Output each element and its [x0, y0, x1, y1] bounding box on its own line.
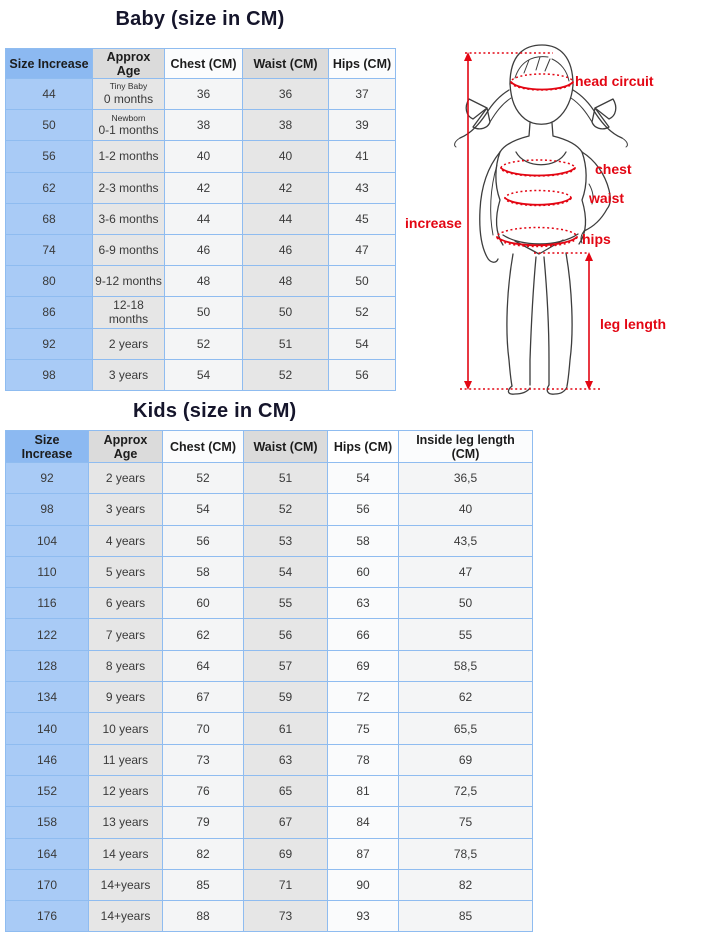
table-cell: 69: [399, 744, 533, 775]
table-cell: 39: [329, 110, 396, 141]
table-cell: 43: [329, 172, 396, 203]
baby-table-title: Baby (size in CM): [115, 8, 285, 30]
table-cell: 44: [165, 203, 243, 234]
table-row: [6, 79, 396, 110]
column-header: Inside leg length (CM): [399, 431, 533, 463]
table-cell: 82: [399, 869, 533, 900]
table-cell: 55: [244, 588, 328, 619]
chest-label: chest: [595, 161, 632, 177]
table-cell: 93: [328, 901, 399, 932]
column-header: Size Increase: [6, 49, 93, 79]
table-cell: 36: [165, 79, 243, 110]
table-cell: 62: [163, 619, 244, 650]
table-cell: 2 years: [89, 463, 163, 494]
table-cell: 12 years: [89, 775, 163, 806]
table-cell: 14+years: [89, 901, 163, 932]
table-cell: 52: [244, 494, 328, 525]
table-cell: 65: [244, 775, 328, 806]
table-cell: 85: [399, 901, 533, 932]
table-cell: 72,5: [399, 775, 533, 806]
table-cell: 68: [6, 203, 93, 234]
column-header: Waist (CM): [244, 431, 328, 463]
table-cell: 79: [163, 807, 244, 838]
table-cell: 56: [244, 619, 328, 650]
table-cell: 41: [329, 141, 396, 172]
table-cell: 59: [244, 682, 328, 713]
table-row: [6, 838, 533, 869]
table-cell: 2-3 months: [93, 172, 165, 203]
table-row: [6, 494, 533, 525]
table-row: [6, 463, 533, 494]
table-cell: 13 years: [89, 807, 163, 838]
child-measurement-illustration: [403, 38, 715, 402]
table-cell: 164: [6, 838, 89, 869]
table-cell: 128: [6, 650, 89, 681]
table-cell: 78: [328, 744, 399, 775]
column-header: Chest (CM): [163, 431, 244, 463]
table-cell: 48: [243, 266, 329, 297]
table-row: [6, 682, 533, 713]
table-row: [6, 650, 533, 681]
table-cell: 50: [6, 110, 93, 141]
table-cell: 56: [329, 359, 396, 390]
measurement-marks: [460, 52, 600, 390]
leg-length-arrow: [585, 252, 593, 390]
baby-table-head: [6, 49, 396, 79]
table-cell: 54: [328, 463, 399, 494]
column-header: Waist (CM): [243, 49, 329, 79]
table-row: [6, 807, 533, 838]
table-cell: 62: [399, 682, 533, 713]
table-cell: 122: [6, 619, 89, 650]
table-cell: 56: [6, 141, 93, 172]
table-cell: 158: [6, 807, 89, 838]
table-row: [6, 234, 396, 265]
kids-table-title: Kids (size in CM): [133, 400, 297, 422]
table-row: [6, 110, 396, 141]
table-cell: 50: [165, 297, 243, 328]
leg-length-label: leg length: [600, 316, 667, 332]
table-cell: 12-18 months: [93, 297, 165, 328]
table-row: [6, 297, 396, 328]
table-cell: 81: [328, 775, 399, 806]
table-cell: 57: [244, 650, 328, 681]
table-cell: 50: [399, 588, 533, 619]
table-cell: 82: [163, 838, 244, 869]
table-cell: 50: [329, 266, 396, 297]
column-header: Size Increase: [6, 431, 89, 463]
table-row: [6, 525, 533, 556]
table-cell: 66: [328, 619, 399, 650]
table-cell: 84: [328, 807, 399, 838]
table-cell: 87: [328, 838, 399, 869]
child-figure-svg: [403, 38, 715, 402]
table-cell: 6 years: [89, 588, 163, 619]
table-cell: 85: [163, 869, 244, 900]
table-cell: 48: [165, 266, 243, 297]
baby-size-table: [5, 48, 396, 391]
table-cell: 76: [163, 775, 244, 806]
table-cell: 54: [163, 494, 244, 525]
table-cell: 65,5: [399, 713, 533, 744]
table-cell: 58: [328, 525, 399, 556]
table-cell: 86: [6, 297, 93, 328]
table-cell: 50: [243, 297, 329, 328]
table-cell: 2 years: [93, 328, 165, 359]
table-cell: 64: [163, 650, 244, 681]
table-row: [6, 556, 533, 587]
table-cell: 74: [6, 234, 93, 265]
table-cell: 116: [6, 588, 89, 619]
girl-outline: [455, 45, 628, 394]
table-cell: 60: [328, 556, 399, 587]
table-cell: 52: [165, 328, 243, 359]
table-cell: 38: [243, 110, 329, 141]
table-cell: 3-6 months: [93, 203, 165, 234]
table-cell: 78,5: [399, 838, 533, 869]
table-cell: 56: [163, 525, 244, 556]
table-cell: 37: [329, 79, 396, 110]
column-header: Chest (CM): [165, 49, 243, 79]
table-cell: 60: [163, 588, 244, 619]
table-cell: 47: [399, 556, 533, 587]
increase-arrow: [464, 52, 472, 390]
table-cell: 14+years: [89, 869, 163, 900]
table-cell: 45: [329, 203, 396, 234]
baby-table-body: [6, 79, 396, 391]
table-row: [6, 588, 533, 619]
table-cell: 52: [243, 359, 329, 390]
table-row: [6, 141, 396, 172]
table-cell: 42: [165, 172, 243, 203]
header-row: [6, 431, 533, 463]
table-cell: 110: [6, 556, 89, 587]
table-row: [6, 172, 396, 203]
table-row: [6, 266, 396, 297]
table-cell: 55: [399, 619, 533, 650]
table-cell: 104: [6, 525, 89, 556]
table-cell: 92: [6, 463, 89, 494]
table-row: [6, 869, 533, 900]
head-circuit-label: head circuit: [575, 73, 654, 89]
table-cell: 8 years: [89, 650, 163, 681]
table-cell: 134: [6, 682, 89, 713]
table-cell: 73: [163, 744, 244, 775]
table-cell: 58: [163, 556, 244, 587]
table-cell: 40: [243, 141, 329, 172]
table-cell: 3 years: [93, 359, 165, 390]
table-cell: 11 years: [89, 744, 163, 775]
table-cell: 70: [163, 713, 244, 744]
header-row: [6, 49, 396, 79]
table-cell: 44: [6, 79, 93, 110]
table-cell: 54: [329, 328, 396, 359]
table-cell: Newborn 0-1 months: [93, 110, 165, 141]
table-cell: 61: [244, 713, 328, 744]
table-cell: 92: [6, 328, 93, 359]
table-cell: 14 years: [89, 838, 163, 869]
column-header: Hips (CM): [329, 49, 396, 79]
hips-label: hips: [582, 231, 611, 247]
table-cell: 42: [243, 172, 329, 203]
column-header: Approx Age: [89, 431, 163, 463]
table-cell: 69: [244, 838, 328, 869]
waist-label: waist: [589, 190, 625, 206]
table-cell: Tiny Baby 0 months: [93, 79, 165, 110]
table-cell: 54: [165, 359, 243, 390]
table-cell: 176: [6, 901, 89, 932]
table-cell: 38: [165, 110, 243, 141]
table-cell: 75: [399, 807, 533, 838]
table-row: [6, 359, 396, 390]
table-cell: 98: [6, 494, 89, 525]
table-cell: 44: [243, 203, 329, 234]
table-row: [6, 713, 533, 744]
table-cell: 9 years: [89, 682, 163, 713]
table-cell: 88: [163, 901, 244, 932]
table-cell: 152: [6, 775, 89, 806]
table-cell: 6-9 months: [93, 234, 165, 265]
age-note: Tiny Baby: [109, 81, 148, 92]
table-cell: 72: [328, 682, 399, 713]
column-header: Hips (CM): [328, 431, 399, 463]
table-cell: 5 years: [89, 556, 163, 587]
table-cell: 3 years: [89, 494, 163, 525]
table-cell: 7 years: [89, 619, 163, 650]
kids-table-body: [6, 463, 533, 932]
table-cell: 75: [328, 713, 399, 744]
table-cell: 9-12 months: [93, 266, 165, 297]
table-cell: 63: [328, 588, 399, 619]
table-cell: 98: [6, 359, 93, 390]
table-cell: 63: [244, 744, 328, 775]
table-cell: 51: [243, 328, 329, 359]
table-cell: 140: [6, 713, 89, 744]
table-cell: 71: [244, 869, 328, 900]
table-cell: 52: [329, 297, 396, 328]
kids-table-head: [6, 431, 533, 463]
kids-size-table: [5, 430, 533, 932]
table-cell: 69: [328, 650, 399, 681]
table-row: [6, 901, 533, 932]
table-cell: 80: [6, 266, 93, 297]
table-cell: 146: [6, 744, 89, 775]
table-cell: 90: [328, 869, 399, 900]
table-cell: 47: [329, 234, 396, 265]
table-cell: 54: [244, 556, 328, 587]
table-cell: 46: [243, 234, 329, 265]
table-cell: 67: [244, 807, 328, 838]
increase-label: increase: [405, 215, 462, 231]
table-cell: 62: [6, 172, 93, 203]
table-cell: 46: [165, 234, 243, 265]
table-cell: 67: [163, 682, 244, 713]
table-cell: 73: [244, 901, 328, 932]
table-cell: 4 years: [89, 525, 163, 556]
table-cell: 1-2 months: [93, 141, 165, 172]
table-cell: 51: [244, 463, 328, 494]
table-cell: 10 years: [89, 713, 163, 744]
table-row: [6, 328, 396, 359]
table-row: [6, 619, 533, 650]
table-cell: 36,5: [399, 463, 533, 494]
table-cell: 53: [244, 525, 328, 556]
table-cell: 43,5: [399, 525, 533, 556]
table-cell: 40: [399, 494, 533, 525]
table-cell: 52: [163, 463, 244, 494]
table-cell: 56: [328, 494, 399, 525]
table-row: [6, 203, 396, 234]
table-cell: 170: [6, 869, 89, 900]
age-note: Newborn: [111, 112, 146, 123]
table-cell: 58,5: [399, 650, 533, 681]
table-row: [6, 775, 533, 806]
column-header: Approx Age: [93, 49, 165, 79]
table-cell: 40: [165, 141, 243, 172]
table-cell: 36: [243, 79, 329, 110]
table-row: [6, 744, 533, 775]
